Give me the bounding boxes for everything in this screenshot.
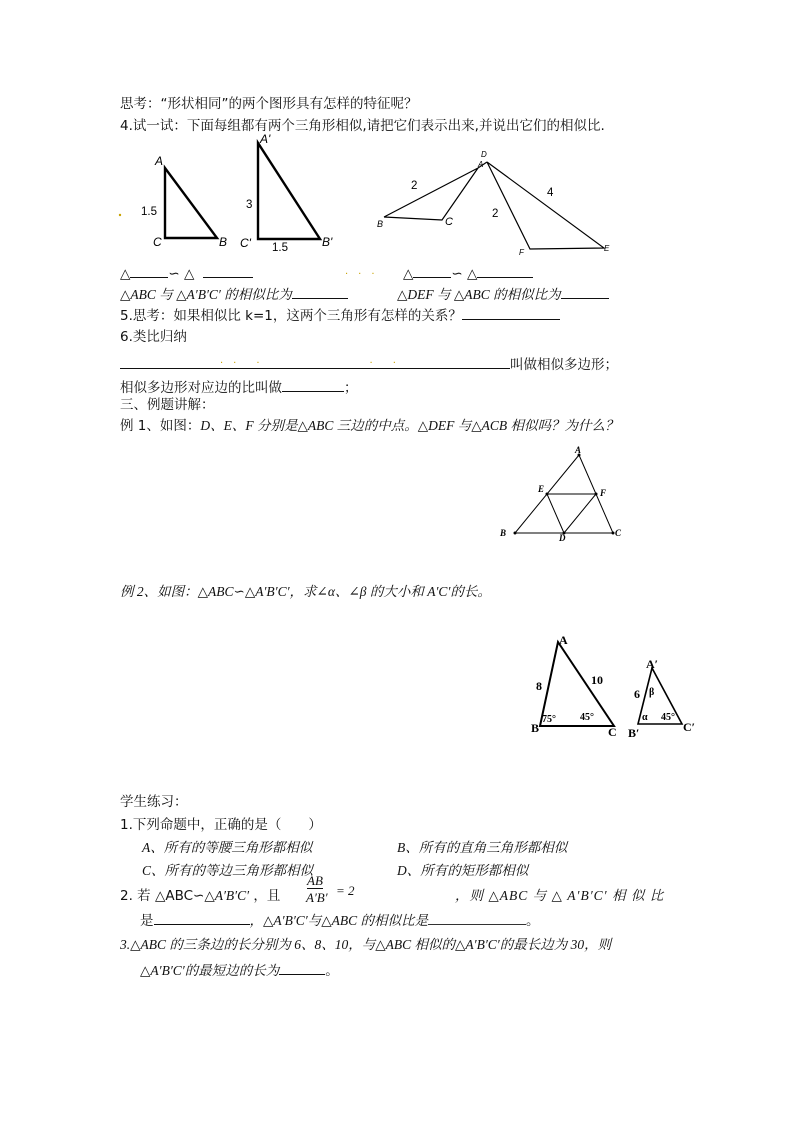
question-6: 6.类比归纳 — [120, 329, 187, 345]
label-c-prime: C' — [240, 236, 251, 250]
label-ba-2: 2 — [411, 180, 418, 192]
triangle-def — [487, 162, 604, 249]
label-b-prime: B' — [322, 235, 333, 249]
label-a2: A — [559, 633, 568, 647]
label-side-1-5: 1.5 — [141, 206, 157, 218]
label-c2: C — [608, 725, 617, 739]
label-da-2: 2 — [492, 208, 499, 220]
label-side-3: 3 — [246, 199, 253, 211]
label-e1: E — [538, 484, 545, 494]
question-5: 5.思考：如果相似比 k=1，这两个三角形有怎样的关系？ — [120, 305, 560, 325]
label-alpha: α — [642, 712, 648, 723]
label-de-4: 4 — [547, 187, 554, 199]
label-b1: B — [500, 528, 507, 538]
label-b3: B — [377, 219, 384, 229]
fraction-denominator: A′B′ — [306, 890, 328, 905]
triangle-a1b1c1-shape — [258, 143, 320, 239]
figure-triangle-abc — [115, 138, 245, 258]
label-a1: A — [575, 445, 582, 455]
figure-triangle-a1b1c1 — [240, 133, 355, 258]
option-b: B、所有的直角三角形都相似 — [397, 840, 568, 855]
question-4: 4.试一试：下面每组都有两个三角形相似,请把它们表示出来,并说出它们的相似比. — [120, 118, 605, 134]
label-e3: E — [604, 244, 610, 253]
label-beta: β — [649, 687, 655, 698]
ratio-row: △ABC 与 △A′B′C′ 的相似比为 — [120, 284, 348, 304]
label-a-prime: A' — [260, 132, 271, 146]
label-side-6: 6 — [634, 687, 640, 701]
label-f1: F — [600, 488, 607, 498]
figure-midpoints — [495, 445, 630, 545]
label-angle-75: 75° — [542, 714, 556, 725]
think-question: 思考：“形状相同”的两个图形具有怎样的特征呢？ — [120, 96, 418, 112]
fraction-equals: = 2 — [336, 883, 355, 898]
example-2: 例 2、如图：△ABC∽△A′B′C′，求∠α、∠β 的大小和 A′C′的长。 — [120, 584, 491, 599]
label-c: C — [153, 235, 162, 249]
practice-q1: 1.下列命题中，正确的是（ ） — [120, 817, 322, 833]
label-side-1-5b: 1.5 — [272, 242, 288, 254]
figure-similar-triangles — [528, 632, 700, 742]
practice-q3-line2: △A′B′C′的最短边的长为 。 — [140, 960, 339, 980]
label-a: A — [155, 154, 164, 168]
label-c1: C — [615, 528, 622, 538]
option-c: C、所有的等边三角形都相似 — [142, 863, 314, 878]
practice-title: 学生练习： — [120, 794, 188, 810]
label-b: B — [219, 235, 228, 249]
ratio-row-2: △DEF 与 △ABC 的相似比为 — [397, 284, 609, 304]
triangle-def-inner — [547, 494, 596, 533]
figure-triangles-abc-def — [370, 145, 620, 255]
practice-q3-line1: 3.△ABC 的三条边的长分别为 6、8、10，与△ABC 相似的△A′B′C′的最长边为 30，则 — [120, 937, 612, 952]
triangle-abc-shape — [165, 168, 217, 238]
label-b2-prime: B′ — [628, 726, 640, 740]
practice-q2-line2: 是 ，△A′B′C′与△ABC 的相似比是 。 — [140, 910, 540, 930]
fraction-numerator: AB — [307, 873, 323, 888]
label-c2-prime: C′ — [683, 720, 696, 734]
definition-line-1: 叫做相似多边形； — [120, 354, 618, 374]
practice-q2-line1: 2. 若 △ABC∽△A′B′C′ ，且 — [120, 888, 281, 904]
section-examples: 三、例题讲解： — [120, 397, 215, 413]
label-a2-prime: A′ — [646, 657, 659, 671]
label-angle-45: 45° — [580, 712, 594, 723]
definition-line-2: 相似多边形对应边的比叫做 ； — [120, 377, 358, 397]
label-d3: D — [481, 150, 487, 159]
label-f3: F — [519, 248, 524, 257]
label-side-10: 10 — [591, 673, 603, 687]
label-side-8: 8 — [536, 679, 542, 693]
example-1: 例 1、如图：D、E、F 分别是△ABC 三边的中点。△DEF 与△ACB 相似吗？为什么？ — [120, 418, 619, 434]
label-b2: B — [531, 721, 540, 735]
label-angle-45b: 45° — [661, 712, 675, 723]
practice-q2-post: ，则 △ABC 与 △ A′B′C′ 相 似 比 — [455, 888, 665, 903]
label-c3: C — [445, 216, 453, 228]
label-d1: D — [559, 533, 566, 543]
option-a: A、所有的等腰三角形都相似 — [142, 840, 313, 855]
option-d: D、所有的矩形都相似 — [397, 863, 529, 878]
fill-similar-row-2: △ ∽ △ — [403, 263, 533, 283]
fill-similar-row-1: △ ∽ △ — [120, 263, 253, 283]
label-a3: A — [478, 160, 484, 169]
triangle-abc-small — [384, 168, 478, 220]
